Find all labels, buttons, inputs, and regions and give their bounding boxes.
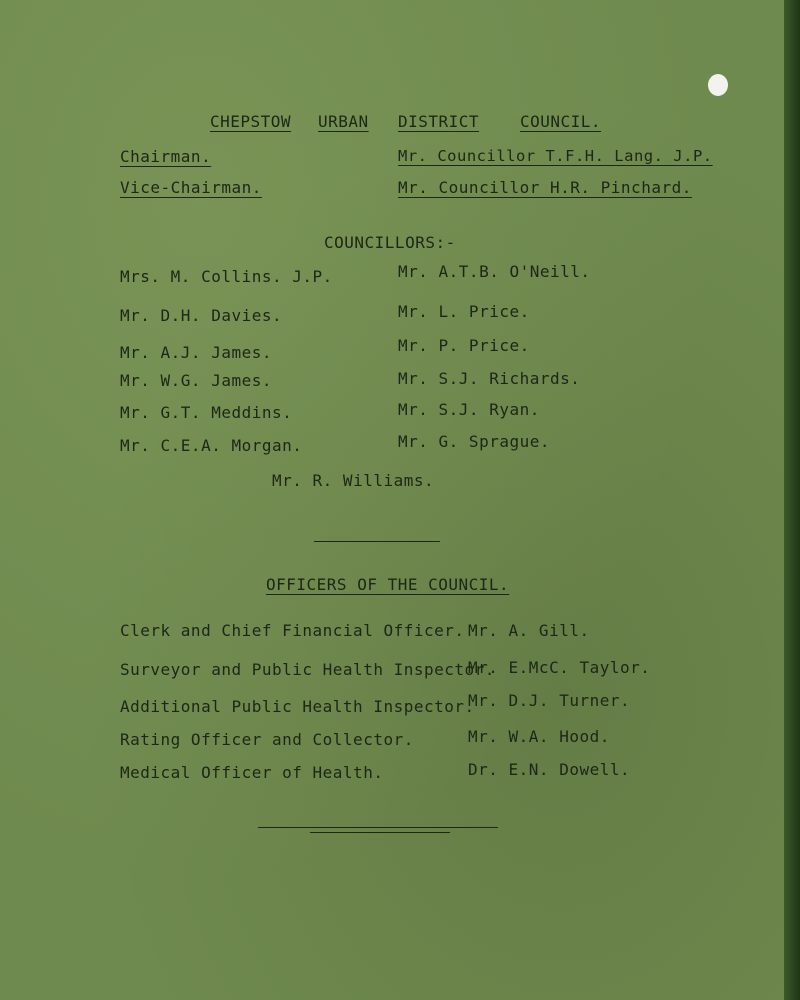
section-divider xyxy=(314,541,440,542)
title-word-district: DISTRICT xyxy=(398,112,480,131)
officer-role: Surveyor and Public Health Inspector. xyxy=(120,660,495,679)
chairman-label: Chairman. xyxy=(120,147,212,166)
councillor-right: Mr. S.J. Ryan. xyxy=(398,400,540,419)
bottom-divider xyxy=(258,827,498,828)
officer-name: Mr. E.McC. Taylor. xyxy=(468,658,651,677)
title-word-chepstow: CHEPSTOW xyxy=(210,112,292,131)
officer-role: Rating Officer and Collector. xyxy=(120,730,414,749)
vice-chairman-name: Mr. Councillor H.R. Pinchard. xyxy=(398,178,692,197)
officer-name: Mr. W.A. Hood. xyxy=(468,727,610,746)
page-edge xyxy=(784,0,800,1000)
bottom-divider-overstrike xyxy=(310,832,450,833)
councillor-right: Mr. P. Price. xyxy=(398,336,530,355)
officer-role: Additional Public Health Inspector. xyxy=(120,697,475,716)
councillor-left: Mr. C.E.A. Morgan. xyxy=(120,436,303,455)
councillor-right: Mr. L. Price. xyxy=(398,302,530,321)
councillor-left: Mr. A.J. James. xyxy=(120,343,272,362)
councillors-heading: COUNCILLORS:- xyxy=(324,233,456,252)
councillor-right: Mr. A.T.B. O'Neill. xyxy=(398,262,591,281)
officer-role: Medical Officer of Health. xyxy=(120,763,384,782)
councillor-right: Mr. G. Sprague. xyxy=(398,432,550,451)
punch-hole xyxy=(708,74,728,96)
councillor-last: Mr. R. Williams. xyxy=(272,471,435,490)
title-word-urban: URBAN xyxy=(318,112,369,131)
chairman-name: Mr. Councillor T.F.H. Lang. J.P. xyxy=(398,147,713,165)
officer-name: Mr. D.J. Turner. xyxy=(468,691,631,710)
councillor-right: Mr. S.J. Richards. xyxy=(398,369,581,388)
officers-heading: OFFICERS OF THE COUNCIL. xyxy=(266,575,510,594)
title-word-council: COUNCIL. xyxy=(520,112,602,131)
councillor-left: Mr. D.H. Davies. xyxy=(120,306,283,325)
councillor-left: Mrs. M. Collins. J.P. xyxy=(120,267,333,286)
officer-name: Mr. A. Gill. xyxy=(468,621,590,640)
officer-name: Dr. E.N. Dowell. xyxy=(468,760,631,779)
councillor-left: Mr. W.G. James. xyxy=(120,371,272,390)
councillor-left: Mr. G.T. Meddins. xyxy=(120,403,293,422)
officer-role: Clerk and Chief Financial Officer. xyxy=(120,621,465,640)
vice-chairman-label: Vice-Chairman. xyxy=(120,178,262,197)
